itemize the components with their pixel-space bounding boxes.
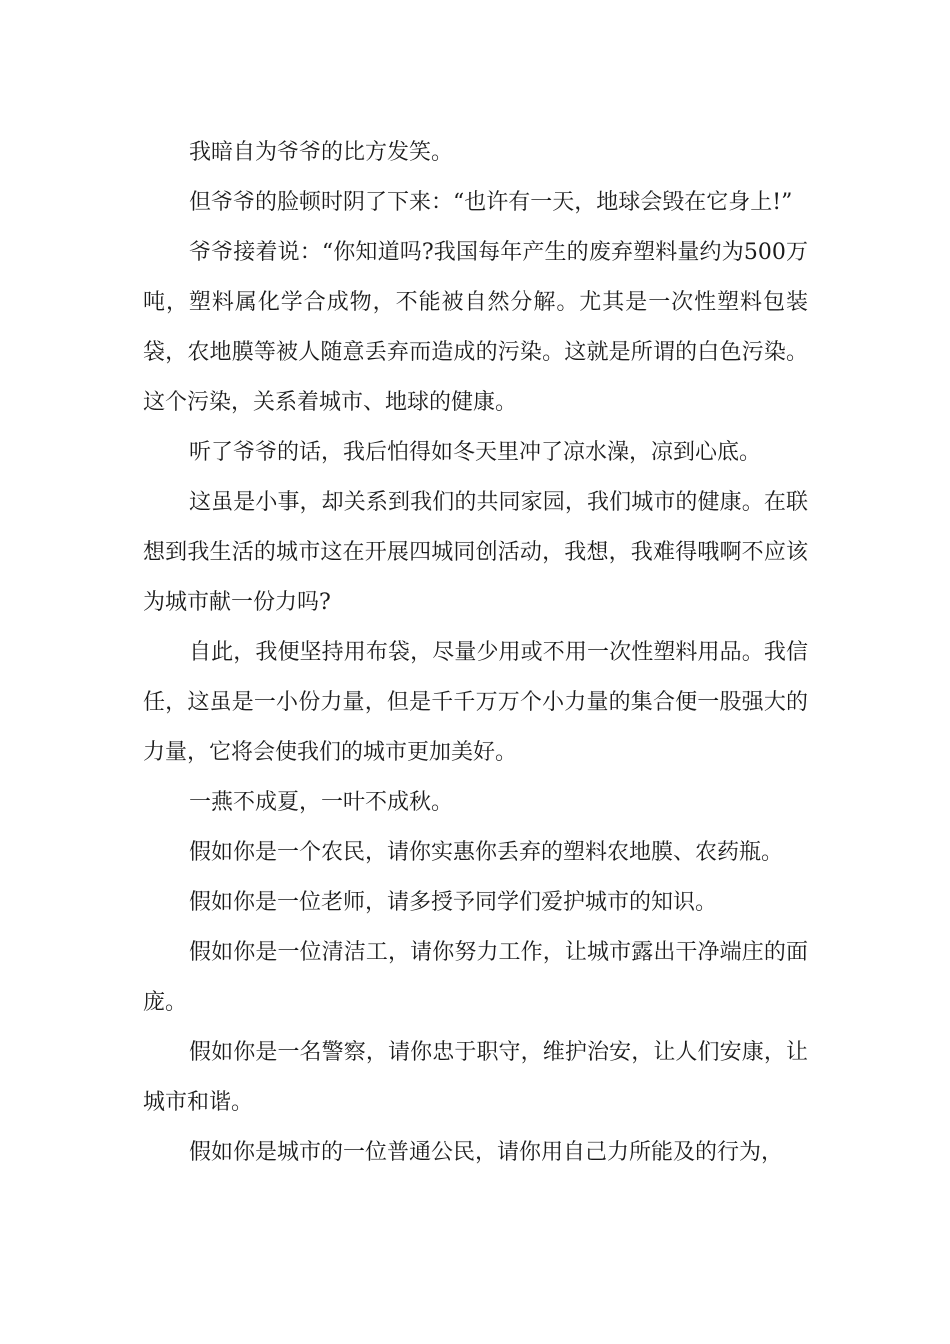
paragraph-7: 一燕不成夏，一叶不成秋。 xyxy=(189,790,454,815)
paragraph-6: 自此，我便坚持用布袋，尽量少用或不用一次性塑料用品。我信任，这虽是一小份力量，但是千千万万个小力量的集合便一股强大的力量，它将会使我们的城市更加美好。 xyxy=(143,640,808,765)
paragraph-3: 爷爷接着说：“你知道吗?我国每年产生的废弃塑料量约为500万吨，塑料属化学合成物，不能被自然分解。尤其是一次性塑料包装袋，农地膜等被人随意丢弃而造成的污染。这就是所谓的白色污染。这个污染，关系着城市、地球的健康。 xyxy=(143,240,808,415)
paragraph-2: 但爷爷的脸顿时阴了下来：“也许有一天，地球会毁在它身上!” xyxy=(189,190,793,215)
paragraph-5: 这虽是小事，却关系到我们的共同家园，我们城市的健康。在联想到我生活的城市这在开展四城同创活动，我想，我难得哦啊不应该为城市献一份力吗? xyxy=(143,490,808,615)
paragraph-10: 假如你是一位清洁工，请你努力工作，让城市露出干净端庄的面庞。 xyxy=(143,940,808,1015)
paragraph-4: 听了爷爷的话，我后怕得如冬天里冲了凉水澡，凉到心底。 xyxy=(189,440,762,465)
paragraph-11: 假如你是一名警察，请你忠于职守，维护治安，让人们安康，让城市和谐。 xyxy=(143,1040,808,1115)
paragraph-12: 假如你是城市的一位普通公民，请你用自己力所能及的行为， xyxy=(189,1140,784,1165)
paragraph-9: 假如你是一位老师，请多授予同学们爱护城市的知识。 xyxy=(189,890,718,915)
body-text xyxy=(143,128,808,1178)
paragraph-1: 我暗自为爷爷的比方发笑。 xyxy=(189,140,454,165)
paragraph-8: 假如你是一个农民，请你实惠你丢弃的塑料农地膜、农药瓶。 xyxy=(189,840,784,865)
